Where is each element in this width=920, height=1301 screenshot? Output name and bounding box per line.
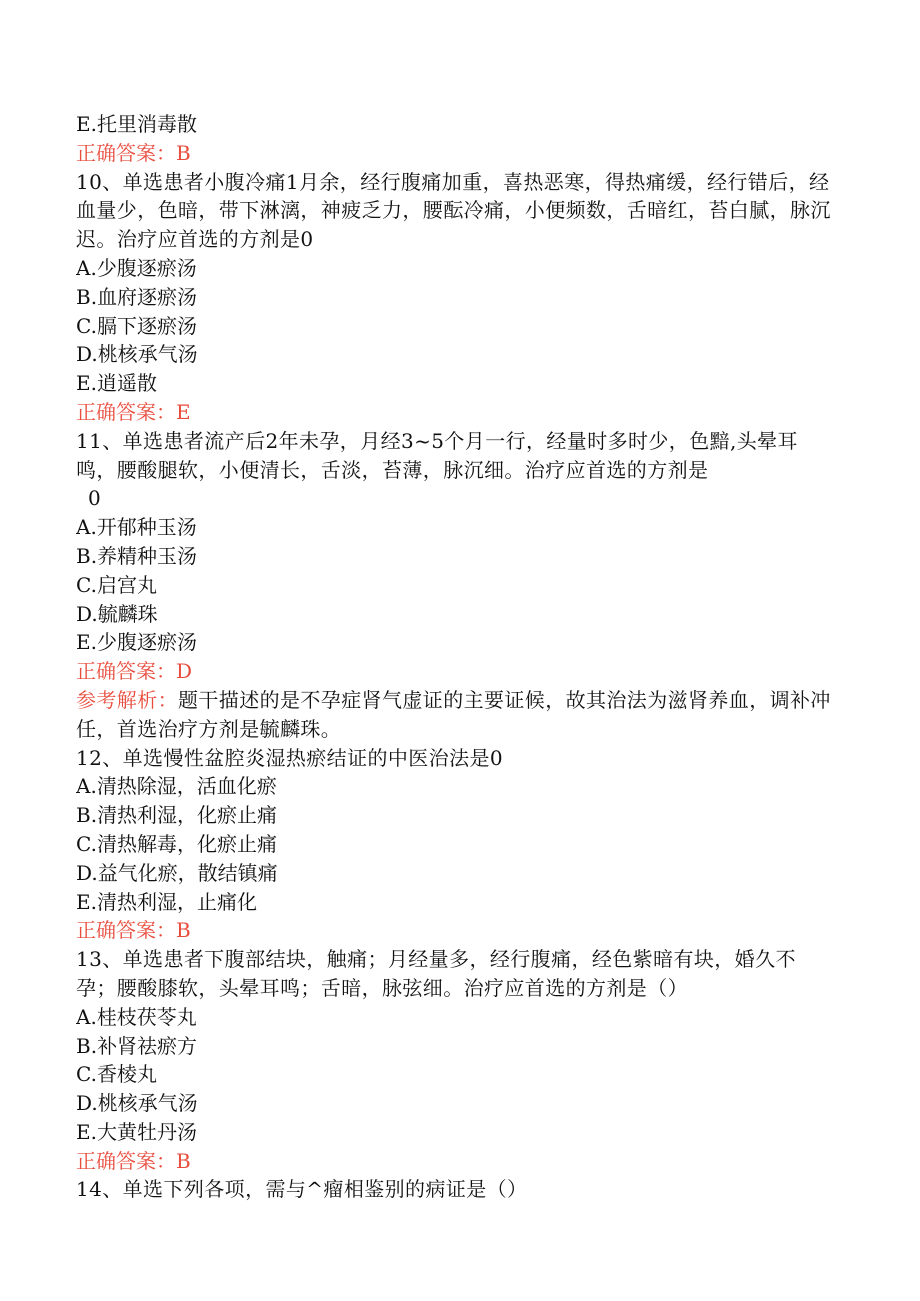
option-label: A. (76, 515, 97, 540)
question-stem (76, 1175, 836, 1204)
option-item (76, 772, 836, 801)
option-text: 毓麟珠 (97, 601, 158, 626)
option-item (76, 513, 836, 542)
option-label: A. (76, 774, 97, 799)
option-label: D. (76, 601, 98, 626)
option-label: C. (76, 1062, 97, 1087)
question-stem (76, 744, 836, 773)
option-label: C. (76, 313, 97, 338)
option-text: 益气化瘀，散结镇痛 (97, 860, 278, 885)
option-item (76, 628, 836, 657)
option-text: 桂枝茯苓丸 (96, 1004, 197, 1029)
question-text: 患者小腹冷痛1月余，经行腹痛加重，喜热恶寒，得热痛缓，经行错后，经血量少，色暗，带下淋漓，神疲乏力，腰酝冷痛，小便频数，舌暗红，苔白腻，脉沉迟。治疗应首选的方剂是0 (76, 169, 831, 252)
question-text: 患者流产后2年未孕，月经3~5个月一行，经量时多时少，色黯,头晕耳鸣，腰酸腿软，小便清长，舌淡，苔薄，脉沉细。治疗应首选的方剂是 (76, 428, 798, 482)
option-text: 血府逐瘀汤 (97, 284, 198, 309)
document-page (76, 110, 836, 1204)
option-label: C. (76, 572, 97, 597)
option-label: C. (76, 831, 97, 856)
option-item (76, 859, 836, 888)
analysis-text: 题干描述的是不孕症肾气虚证的主要证候，故其治法为滋肾养血，调补冲任，首选治疗方剂是毓麟珠。 (76, 687, 831, 741)
option-item (76, 254, 836, 283)
option-label: D. (76, 1091, 98, 1116)
option-item (76, 1032, 836, 1061)
option-text: 开郁种玉汤 (96, 515, 197, 540)
option-item (76, 110, 836, 139)
option-item (76, 340, 836, 369)
question-text: 慢性盆腔炎湿热瘀结证的中医治法是0 (163, 745, 503, 770)
option-item (76, 600, 836, 629)
question-stem (76, 945, 836, 1003)
option-text: 少腹逐瘀汤 (96, 630, 197, 655)
option-item (76, 1060, 836, 1089)
answer-value: E (176, 399, 191, 424)
option-item (76, 1118, 836, 1147)
question-type: 单选 (122, 947, 164, 972)
option-item (76, 571, 836, 600)
option-label: E. (76, 630, 97, 655)
option-item (76, 888, 836, 917)
option-label: D. (76, 342, 98, 367)
correct-answer (76, 657, 836, 686)
question-text: 下列各项，需与^瘤相鉴别的病证是（） (163, 1177, 528, 1202)
answer-value: B (176, 140, 191, 165)
option-text: 大黄牡丹汤 (96, 1119, 197, 1144)
question-stem (76, 427, 836, 485)
option-item (76, 1089, 836, 1118)
option-item (76, 283, 836, 312)
option-label: E. (76, 112, 97, 136)
question-stem-tail: 0 (88, 486, 101, 511)
option-label: E. (76, 889, 97, 914)
option-label: B. (76, 803, 98, 828)
correct-answer (76, 1147, 836, 1176)
option-label: B. (76, 284, 98, 309)
option-label: B. (76, 1033, 98, 1058)
option-label: A. (76, 1004, 97, 1029)
question-type: 单选 (122, 428, 164, 453)
option-item (76, 312, 836, 341)
question-type: 单选 (122, 745, 164, 770)
correct-answer (76, 916, 836, 945)
option-text: 膈下逐瘀汤 (96, 313, 197, 338)
correct-answer (76, 398, 836, 427)
question-stem (76, 168, 836, 254)
analysis-label: 参考解析： (76, 687, 178, 712)
option-text: 清热除湿，活血化瘀 (96, 774, 277, 799)
option-text: 养精种玉汤 (97, 543, 198, 568)
option-text: 桃核承气汤 (97, 1091, 198, 1116)
answer-label: 正确答案： (76, 140, 176, 165)
option-item (76, 830, 836, 859)
option-label: E. (76, 371, 97, 396)
question-text: 患者下腹部结块，触痛；月经量多，经行腹痛，经色紫暗有块，婚久不孕；腰酸膝软，头晕耳鸣；舌暗，脉弦细。治疗应首选的方剂是（） (76, 947, 796, 1000)
option-label: E. (76, 1119, 97, 1144)
option-label: D. (76, 860, 98, 885)
option-text: 清热利湿，化瘀止痛 (97, 803, 278, 828)
option-text: 补肾祛瘀方 (97, 1033, 198, 1058)
question-number: 14、 (76, 1177, 123, 1202)
answer-value: B (176, 1148, 191, 1173)
question-number: 11、 (76, 428, 123, 453)
option-item (76, 369, 836, 398)
answer-label: 正确答案： (76, 918, 176, 943)
option-text: 少腹逐瘀汤 (96, 255, 197, 280)
reference-analysis (76, 686, 836, 744)
answer-value: D (176, 659, 193, 684)
option-item (76, 542, 836, 571)
answer-value: B (176, 918, 191, 943)
option-item (76, 1003, 836, 1032)
answer-label: 正确答案： (76, 399, 176, 424)
question-number: 13、 (76, 947, 123, 972)
option-text: 逍遥散 (96, 371, 157, 396)
option-text: 清热解毒，化瘀止痛 (96, 831, 277, 856)
option-text: 桃核承气汤 (97, 342, 198, 367)
option-text: 清热利湿，止痛化 (96, 889, 257, 914)
option-text: 启宫丸 (96, 572, 157, 597)
option-label: A. (76, 255, 97, 280)
correct-answer (76, 139, 836, 168)
answer-label: 正确答案： (76, 1148, 176, 1173)
option-text: 托里消毒散 (96, 112, 197, 136)
option-label: B. (76, 543, 98, 568)
question-type: 单选 (122, 169, 164, 194)
option-item (76, 801, 836, 830)
answer-label: 正确答案： (76, 659, 176, 684)
question-type: 单选 (122, 1177, 164, 1202)
question-number: 10、 (76, 169, 123, 194)
option-text: 香棱丸 (96, 1062, 157, 1087)
question-number: 12、 (76, 745, 123, 770)
